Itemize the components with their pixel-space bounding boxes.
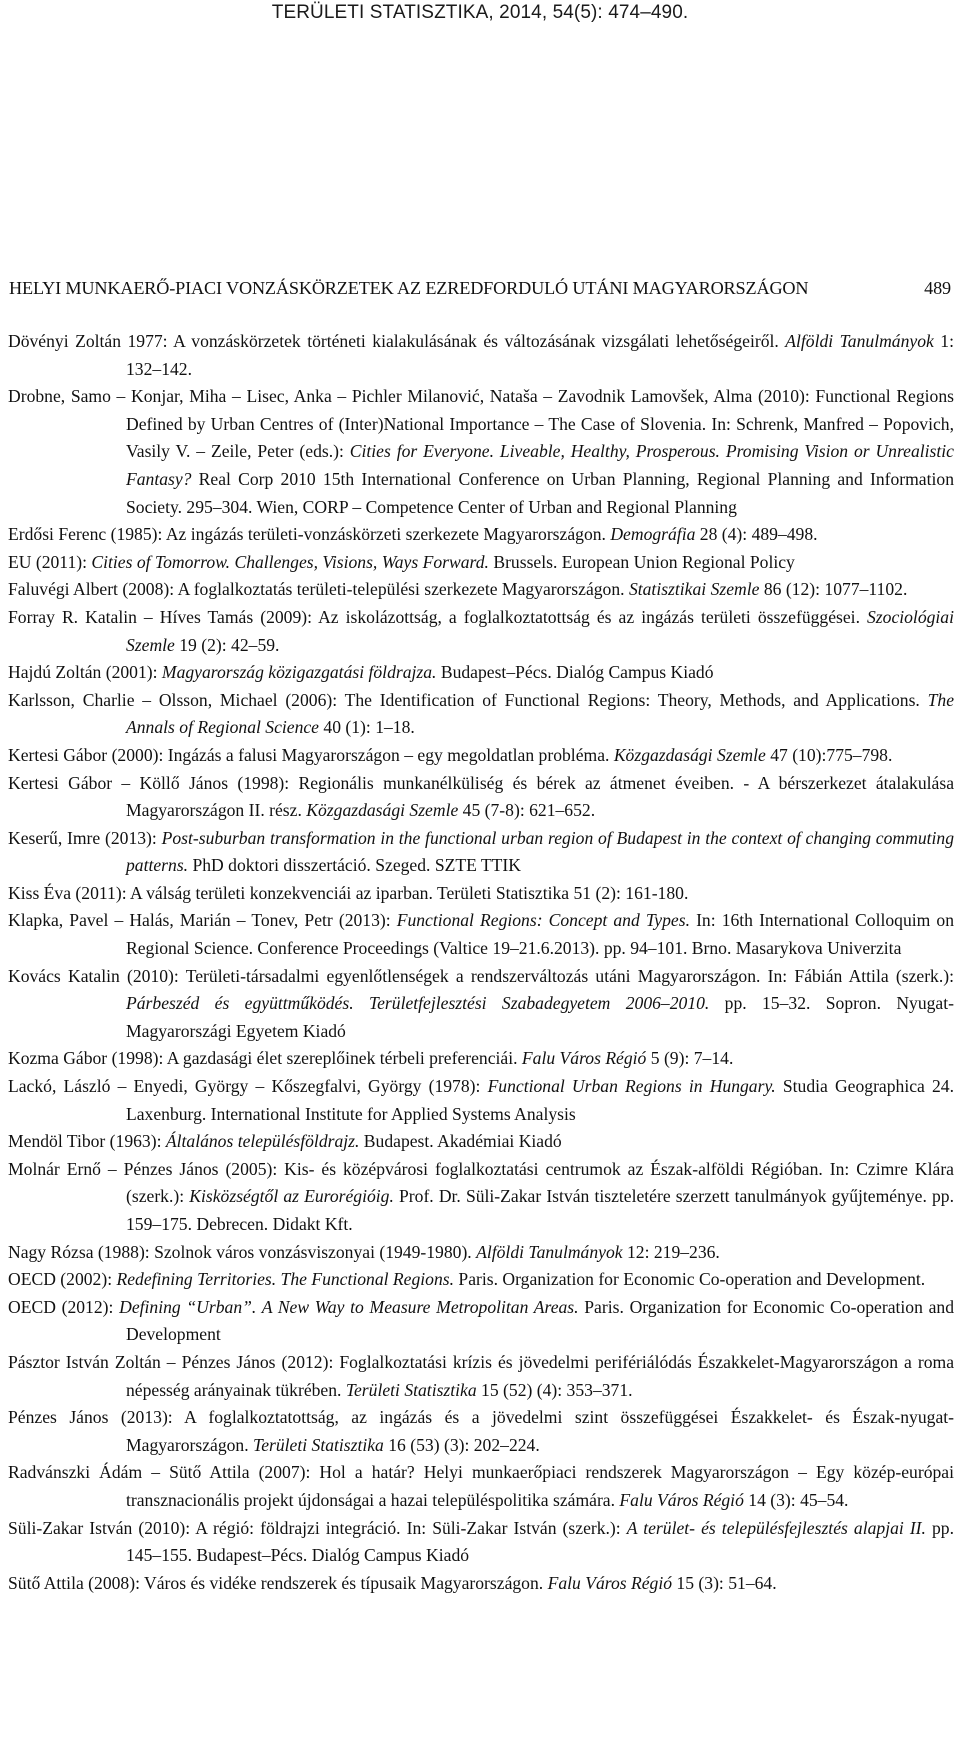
reference-entry	[8, 328, 954, 383]
reference-text: 15 (3): 51–64.	[672, 1572, 777, 1593]
reference-text: pp. 145–155. Budapest–Pécs. Dialóg Campus Kiadó	[126, 1517, 955, 1566]
reference-text: Kiss Éva (2011): A válság területi konzekvenciái az iparban. Területi Statisztika 51 (2): 161-180.	[8, 882, 689, 903]
reference-text: 15 (52) (4): 353–371.	[476, 1379, 633, 1400]
reference-source-title: The Annals of Regional Science	[126, 689, 954, 738]
reference-text: 47 (10):775–798.	[765, 744, 893, 765]
reference-text: Paris. Organization for Economic Co-operation and Development.	[454, 1269, 926, 1290]
reference-text: Paris. Organization for Economic Co-operation and Development	[126, 1296, 954, 1345]
reference-source-title: Alföldi Tanulmányok	[476, 1241, 623, 1262]
reference-text: Erdősi Ferenc (1985): Az ingázás területi-vonzáskörzeti szerkezete Magyarországon.	[8, 524, 611, 545]
reference-text: Kozma Gábor (1998): A gazdasági élet szereplőinek térbeli preferenciái.	[8, 1048, 522, 1069]
reference-source-title: Területi Statisztika	[253, 1434, 384, 1455]
journal-header: TERÜLETI STATISZTIKA, 2014, 54(5): 474–490.	[271, 2, 689, 23]
reference-text: Kertesi Gábor (2000): Ingázás a falusi Magyarországon – egy megoldatlan probléma.	[8, 744, 614, 765]
reference-source-title: Cities for Everyone. Liveable, Healthy, Prosperous. Promising Vision or Unrealistic Fantasy?	[126, 441, 954, 489]
reference-entry	[8, 549, 954, 577]
reference-entry	[8, 1128, 954, 1156]
reference-entry	[8, 687, 954, 742]
reference-entry	[8, 383, 954, 521]
reference-text: 45 (7-8): 621–652.	[458, 800, 596, 821]
reference-source-title: Falu Város Régió	[619, 1489, 744, 1510]
reference-entry	[8, 880, 954, 908]
reference-entry	[8, 1045, 954, 1073]
reference-source-title: Alföldi Tanulmányok	[785, 331, 934, 351]
reference-text: 5 (9): 7–14.	[646, 1048, 734, 1069]
reference-source-title: Falu Város Régió	[547, 1572, 673, 1593]
reference-text: Real Corp 2010 15th International Conference on Urban Planning, Regional Planning and Information Society. 295–304. Wien, CORP – Competence Center of Urban and Regional Planning	[126, 468, 954, 517]
reference-text: pp. 15–32. Sopron. Nyugat-Magyarországi Egyetem Kiadó	[126, 993, 954, 1041]
reference-entry	[8, 1404, 954, 1459]
reference-source-title: Területi Statisztika	[345, 1379, 477, 1400]
reference-text: Radvánszki Ádám – Sütő Attila (2007): Hol a határ? Helyi munkaerőpiaci rendszerek Magyarországon – Egy közép-európai transznacionális projekt újdonságai a hazai településpolitika számára.	[8, 1462, 954, 1510]
reference-entry	[8, 1515, 954, 1570]
reference-text: 28 (4): 489–498.	[695, 524, 818, 545]
reference-text: Sütő Attila (2008): Város és vidéke rendszerek és típusaik Magyarországon.	[8, 1572, 548, 1593]
reference-entry	[8, 742, 954, 770]
reference-source-title: Szociológiai Szemle	[126, 606, 954, 655]
reference-text: Kovács Katalin (2010): Területi-társadalmi egyenlőtlenségek a rendszerváltozás utáni Magyarországon. In: Fábián Attila (szerk.):	[8, 965, 954, 986]
reference-entry	[8, 576, 954, 604]
reference-source-title: Kisközségtől az Eurorégióig.	[189, 1186, 394, 1207]
reference-text: Keserű, Imre (2013):	[8, 827, 162, 848]
reference-source-title: Demográfia	[610, 524, 696, 545]
reference-text: Forray R. Katalin – Híves Tamás (2009): Az iskolázottság, a foglalkoztatottság és az ingázás területi összefüggései.	[8, 606, 867, 627]
reference-entry	[8, 1294, 954, 1349]
reference-source-title: Közgazdasági Szemle	[306, 800, 459, 821]
reference-source-title: Párbeszéd és együttműködés. Területfejlesztési Szabadegyetem 2006–2010.	[126, 993, 710, 1014]
reference-text: Molnár Ernő – Pénzes János (2005): Kis- és középvárosi foglalkoztatási centrumok az Észak-alföldi Régióban. In: Czimre Klára (szerk.):	[8, 1158, 954, 1207]
reference-text: 12: 219–236.	[622, 1241, 720, 1262]
reference-entry	[8, 1156, 954, 1239]
reference-text: Klapka, Pavel – Halás, Marián – Tonev, Petr (2013):	[8, 910, 397, 931]
reference-source-title: Functional Urban Regions in Hungary.	[487, 1076, 776, 1097]
reference-text: Studia Geographica 24. Laxenburg. International Institute for Applied Systems Analysis	[126, 1076, 954, 1124]
reference-entry	[8, 659, 954, 687]
reference-source-title: Post-suburban transformation in the functional urban region of Budapest in the context of changing commuting patterns.	[126, 827, 954, 876]
reference-text: Brussels. European Union Regional Policy	[488, 551, 795, 572]
reference-entry	[8, 521, 954, 549]
reference-entry	[8, 963, 954, 1046]
reference-text: 40 (1): 1–18.	[319, 717, 415, 738]
reference-text: PhD doktori disszertáció. Szeged. SZTE TTIK	[188, 855, 521, 876]
reference-source-title: Defining “Urban”. A New Way to Measure Metropolitan Areas.	[119, 1296, 579, 1317]
reference-text: Kertesi Gábor – Köllő János (1998): Regionális munkanélküliség és bérek az átmenet éveiben. - A bérszerkezet átalakulása Magyarországon II. rész.	[8, 772, 954, 821]
reference-entry	[8, 1349, 954, 1404]
reference-text: Hajdú Zoltán (2001):	[8, 662, 162, 683]
reference-text: Budapest. Akadémiai Kiadó	[359, 1131, 562, 1152]
page-number: 489	[924, 278, 951, 298]
reference-source-title: Magyarország közigazgatási földrajza.	[161, 662, 437, 683]
reference-text: Lackó, László – Enyedi, György – Kőszegfalvi, György (1978):	[8, 1076, 488, 1097]
reference-text: Mendöl Tibor (1963):	[8, 1131, 166, 1152]
reference-text: OECD (2002):	[8, 1269, 117, 1290]
reference-text: 14 (3): 45–54.	[743, 1489, 849, 1510]
reference-entry	[8, 770, 954, 825]
reference-entry	[8, 1459, 954, 1514]
reference-source-title: Functional Regions: Concept and Types.	[396, 910, 690, 931]
reference-entry	[8, 1570, 954, 1598]
reference-text: In: 16th International Colloquim on Regional Science. Conference Proceedings (Valtice 19–21.6.2013). pp. 94–101. Brno. Masarykova Univerzita	[126, 910, 954, 959]
reference-entry	[8, 907, 954, 962]
reference-text: Nagy Rózsa (1988): Szolnok város vonzásviszonyai (1949-1980).	[8, 1241, 477, 1262]
reference-source-title: Redefining Territories. The Functional Regions.	[116, 1269, 455, 1290]
reference-text: OECD (2012):	[8, 1296, 120, 1317]
reference-text: 86 (12): 1077–1102.	[759, 579, 908, 600]
reference-text: Süli-Zakar István (2010): A régió: földrajzi integráció. In: Süli-Zakar István (szerk.):	[8, 1517, 627, 1538]
reference-text: Faluvégi Albert (2008): A foglalkoztatás területi-települési szerkezete Magyarországon.	[8, 579, 629, 600]
reference-text: Dövényi Zoltán 1977: A vonzáskörzetek történeti kialakulásának és változásának vizsgálati lehetőségeiről.	[8, 331, 786, 351]
reference-text: EU (2011):	[8, 551, 92, 572]
reference-entry	[8, 825, 954, 880]
reference-text: Karlsson, Charlie – Olsson, Michael (2006): The Identification of Functional Regions: Theory, Methods, and Applications.	[8, 689, 928, 710]
reference-text: Drobne, Samo – Konjar, Miha – Lisec, Anka – Pichler Milanović, Nataša – Zavodnik Lamovšek, Alma (2010): Functional Regions Defined by Urban Centres of (Inter)National Importance – The Case of Slovenia. In: Schrenk, Manfred – Popovich, Vasily V. – Zeile, Peter (eds.):	[8, 386, 954, 462]
reference-entry	[8, 1266, 954, 1294]
reference-text: Budapest–Pécs. Dialóg Campus Kiadó	[436, 662, 714, 683]
reference-source-title: Statisztikai Szemle	[628, 579, 760, 600]
reference-text: Pásztor István Zoltán – Pénzes János (2012): Foglalkoztatási krízis és jövedelmi perifériálódás Északkelet-Magyarországon a roma népesség arányainak tükrében.	[8, 1351, 954, 1400]
reference-source-title: Falu Város Régió	[521, 1048, 647, 1069]
reference-text: Prof. Dr. Süli-Zakar István tiszteletére szerzett tanulmányok gyűjteménye. pp. 159–175. Debrecen. Didakt Kft.	[126, 1186, 954, 1234]
reference-entry	[8, 1073, 954, 1128]
reference-text: 16 (53) (3): 202–224.	[383, 1434, 540, 1455]
reference-text: 1: 132–142.	[126, 331, 954, 379]
reference-text: Pénzes János (2013): A foglalkoztatottság, az ingázás és a jövedelmi szint összefüggései Északkelet- és Észak-nyugat-Magyarországon.	[8, 1407, 954, 1455]
running-head-title: HELYI MUNKAERŐ-PIACI VONZÁSKÖRZETEK AZ EZREDFORDULÓ UTÁNI MAGYARORSZÁGON	[9, 278, 809, 298]
reference-list	[8, 328, 954, 1597]
reference-source-title: Közgazdasági Szemle	[613, 744, 766, 765]
reference-source-title: Általános településföldrajz.	[165, 1131, 360, 1152]
running-head	[9, 278, 951, 299]
reference-source-title: A terület- és településfejlesztés alapjai II.	[626, 1517, 926, 1538]
reference-entry	[8, 1239, 954, 1267]
reference-text: 19 (2): 42–59.	[174, 634, 280, 655]
reference-source-title: Cities of Tomorrow. Challenges, Visions, Ways Forward.	[91, 551, 489, 572]
reference-entry	[8, 604, 954, 659]
